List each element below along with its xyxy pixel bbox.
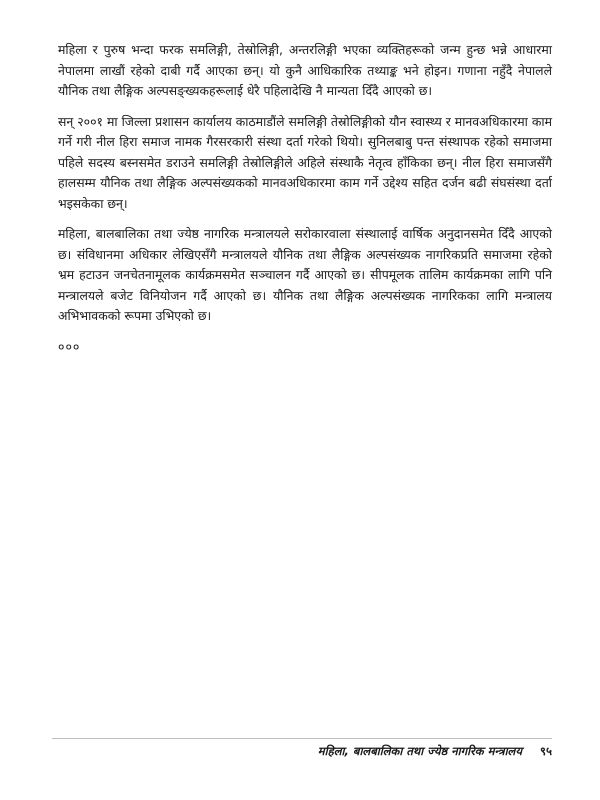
paragraph-1: महिला र पुरुष भन्दा फरक समलिङ्गी, तेस्रोलिङ्गी, अन्तरलिङ्गी भएका व्यक्तिहरूको जन्म हुन्छ भन्ने आधारमा नेपालमा लाखौं रहेको दाबी गर्दै आएका छन्। यो कुनै आधिकारिक तथ्याङ्क भने होइन। गणाना नहुँदै नेपालले यौनिक तथा लैङ्गिक अल्पसङ्ख्यकहरूलाई धेरै पहिलादेखि नै मान्यता दिँदै आएको छ।: [58, 42, 552, 98]
page-footer: [52, 742, 552, 760]
paragraph-2: सन् २००१ मा जिल्ला प्रशासन कार्यालय काठमाडौंले समलिङ्गी तेस्रोलिङ्गीको यौन स्वास्थ्य र मानवअधिकारमा काम गर्ने गरी नील हिरा समाज नामक गैरसरकारी संस्था दर्ता गरेको थियो। सुनिलबाबु पन्त संस्थापक रहेको समाजमा पहिले सदस्य बस्नसमेत डराउने समलिङ्गी तेस्रोलिङ्गीले अहिले संस्थाकै नेतृत्व हाँकिका छन्। नील हिरा समाजसँगै हालसम्म यौनिक तथा लैङ्गिक अल्पसंख्यकको मानवअधिकारमा काम गर्ने उद्देश्य सहित दर्जन बढी संघसंस्था दर्ता भइसकेका छन्।: [58, 113, 552, 211]
footer-title: महिला, बालबालिका तथा ज्येष्ठ नागरिक मन्त्रालय: [317, 743, 523, 758]
end-mark: ०००: [58, 338, 81, 354]
paragraph-3: महिला, बालबालिका तथा ज्येष्ठ नागरिक मन्त्रालयले सरोकारवाला संस्थालाई वार्षिक अनुदानसमेत दिँदै आएको छ। संविधानमा अधिकार लेखिएसँगै मन्त्रालयले यौनिक तथा लैङ्गिक अल्पसंख्यक नागरिकप्रति समाजमा रहेको भ्रम हटाउन जनचेतनामूलक कार्यक्रमसमेत सञ्चालन गर्दै आएको छ। सीपमूलक तालिम कार्यक्रमका लागि पनि मन्त्रालयले बजेट विनियोजन गर्दै आएको छ। यौनिक तथा लैङ्गिक अल्पसंख्यक नागरिकका लागि मन्त्रालय अभिभावकको रूपमा उभिएको छ।: [58, 226, 552, 323]
page-number: ९५: [540, 743, 552, 758]
footer-divider: [52, 738, 552, 739]
document-body: [58, 40, 552, 357]
